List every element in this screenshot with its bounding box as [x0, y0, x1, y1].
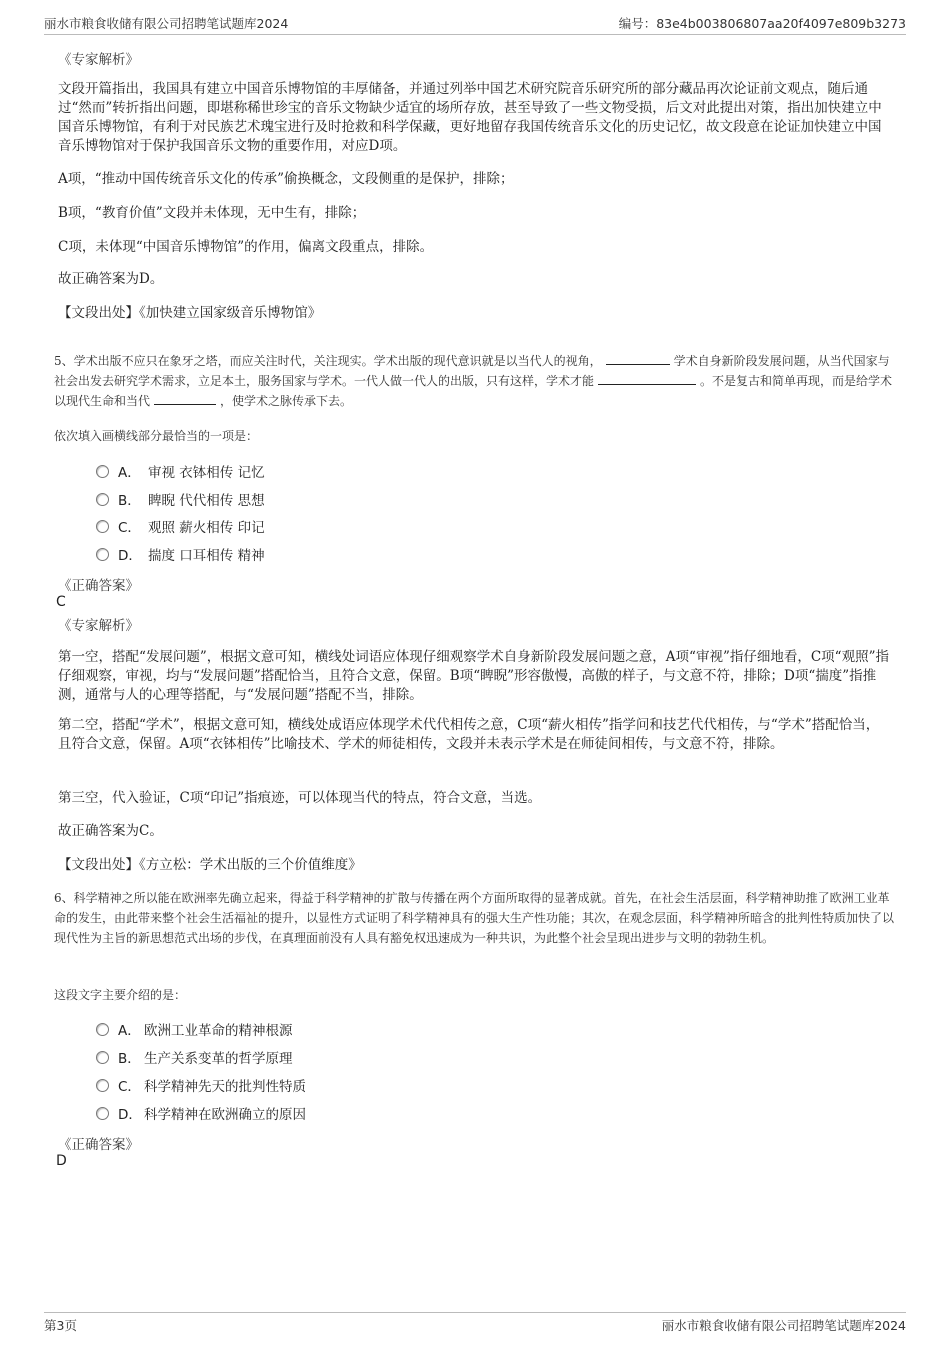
- analysis-paragraph: 第三空，代入验证，C项“印记”指痕迹，可以体现当代的特点，符合文意，当选。: [58, 790, 542, 806]
- option-letter: C．: [118, 520, 141, 536]
- passage-source: 【文段出处】《方立松：学术出版的三个价值维度》: [58, 857, 362, 873]
- analysis-paragraph: A项，“推动中国传统音乐文化的传承”偷换概念，文段侧重的是保护，排除；: [58, 171, 514, 187]
- radio-button[interactable]: [96, 1107, 109, 1120]
- fill-blank: [606, 351, 670, 365]
- expert-analysis-label: 《专家解析》: [58, 52, 139, 68]
- stem-text: 学术自身新阶段发展问题，从当代国家与社会出发去研究学术需求，立足本土，服务国家与学术。一代人做一代人的出版，只有这样，学术才能: [54, 354, 890, 388]
- option-letter: C．: [118, 1079, 141, 1095]
- stem-text: 。不是复古和简单再现，而是给学术以现代生命和当代: [54, 374, 893, 408]
- answer-conclusion: 故正确答案为D。: [58, 271, 164, 287]
- header-title: 丽水市粮食收储有限公司招聘笔试题库2024: [44, 16, 289, 31]
- page-footer: [44, 1312, 906, 1335]
- radio-button[interactable]: [96, 1051, 109, 1064]
- page-header: [44, 12, 906, 35]
- page-number: 第3页: [44, 1318, 77, 1333]
- option-text: 观照 薪火相传 印记: [148, 520, 265, 536]
- correct-answer: D: [56, 1153, 67, 1169]
- option-letter: B．: [118, 1051, 141, 1067]
- passage-source: 【文段出处】《加快建立国家级音乐博物馆》: [58, 305, 322, 321]
- expert-analysis-label: 《专家解析》: [58, 618, 139, 634]
- analysis-paragraph: 文段开篇指出，我国具有建立中国音乐博物馆的丰厚储备，并通过列举中国艺术研究院音乐研究所的部分藏品再次论证前文观点，随后通过“然而”转折指出问题，即堪称稀世珍宝的音乐文物缺少适宜的场所存放，甚至导致了一些文物受损，后文对此提出对策，指出加快建立中国音乐博物馆，有利于对民族艺术瑰宝进行及时抢救和科学保藏，更好地留存我国传统音乐文化的历史记忆，故文段意在论证加快建立中国音乐博物馆对于保护我国音乐文物的重要作用，对应D项。: [58, 81, 882, 154]
- option-text: 科学精神先天的批判性特质: [144, 1079, 306, 1095]
- option-text: 揣度 口耳相传 精神: [148, 548, 265, 564]
- correct-answer: C: [56, 594, 66, 610]
- option-letter: B．: [118, 493, 141, 509]
- analysis-paragraph: 第一空，搭配“发展问题”，根据文意可知，横线处词语应体现仔细观察学术自身新阶段发展问题之意，A项“审视”指仔细地看，C项“观照”指仔细观察，审视，均与“发展问题”搭配恰当，且符合文意，保留。B项“睥睨”形容傲慢，高傲的样子，与文意不符，排除；D项“揣度”指推测，通常与人的心理等搭配，与“发展问题”搭配不当，排除。: [58, 649, 889, 703]
- fill-blank: [154, 391, 216, 405]
- radio-button[interactable]: [96, 548, 109, 561]
- fill-blank: [598, 371, 696, 385]
- question-prompt: 这段文字主要介绍的是：: [54, 988, 187, 1002]
- radio-button[interactable]: [96, 465, 109, 478]
- radio-button[interactable]: [96, 493, 109, 506]
- footer-title: 丽水市粮食收储有限公司招聘笔试题库2024: [661, 1318, 906, 1333]
- option-text: 欧洲工业革命的精神根源: [144, 1023, 293, 1039]
- option-letter: D．: [118, 1107, 142, 1123]
- analysis-paragraph: 第二空，搭配“学术”，根据文意可知，横线处成语应体现学术代代相传之意，C项“薪火相传”指学问和技艺代代相传，与“学术”搭配恰当，且符合文意，保留。A项“衣钵相传”比喻技术、学术的师徒相传，文段并未表示学术是在师徒间相传，与文意不符，排除。: [58, 717, 880, 752]
- stem-text: ，使学术之脉传承下去。: [220, 394, 353, 408]
- option-text: 审视 衣钵相传 记忆: [148, 465, 265, 481]
- option-letter: A．: [118, 465, 141, 481]
- answer-conclusion: 故正确答案为C。: [58, 823, 163, 839]
- correct-answer-label: 《正确答案》: [58, 578, 139, 594]
- option-letter: D．: [118, 548, 142, 564]
- radio-button[interactable]: [96, 520, 109, 533]
- question-stem: 6、科学精神之所以能在欧洲率先确立起来，得益于科学精神的扩散与传播在两个方面所取得的显著成就。首先，在社会生活层面，科学精神助推了欧洲工业革命的发生，由此带来整个社会生活福祉的提升，以显性方式证明了科学精神具有的强大生产性功能；其次，在观念层面，科学精神所暗含的批判性特质加快了以现代性为主旨的新思想范式出场的步伐，在真理面前没有人具有豁免权迅速成为一种共识，为此整个社会呈现出进步与文明的勃勃生机。: [54, 891, 895, 945]
- radio-button[interactable]: [96, 1079, 109, 1092]
- question-prompt: 依次填入画横线部分最恰当的一项是：: [54, 429, 259, 443]
- question-stem: [54, 351, 896, 411]
- correct-answer-label: 《正确答案》: [58, 1137, 139, 1153]
- option-letter: A．: [118, 1023, 141, 1039]
- option-text: 生产关系变革的哲学原理: [144, 1051, 293, 1067]
- analysis-paragraph: C项，未体现“中国音乐博物馆”的作用，偏离文段重点，排除。: [58, 239, 434, 255]
- option-text: 睥睨 代代相传 思想: [148, 493, 265, 509]
- radio-button[interactable]: [96, 1023, 109, 1036]
- document-code: 编号：83e4b003806807aa20f4097e809b3273: [618, 16, 906, 31]
- analysis-paragraph: B项，“教育价值”文段并未体现，无中生有，排除；: [58, 205, 366, 221]
- stem-text: 5、学术出版不应只在象牙之塔，而应关注时代，关注现实。学术出版的现代意识就是以当代人的视角，: [54, 354, 602, 368]
- option-text: 科学精神在欧洲确立的原因: [144, 1107, 306, 1123]
